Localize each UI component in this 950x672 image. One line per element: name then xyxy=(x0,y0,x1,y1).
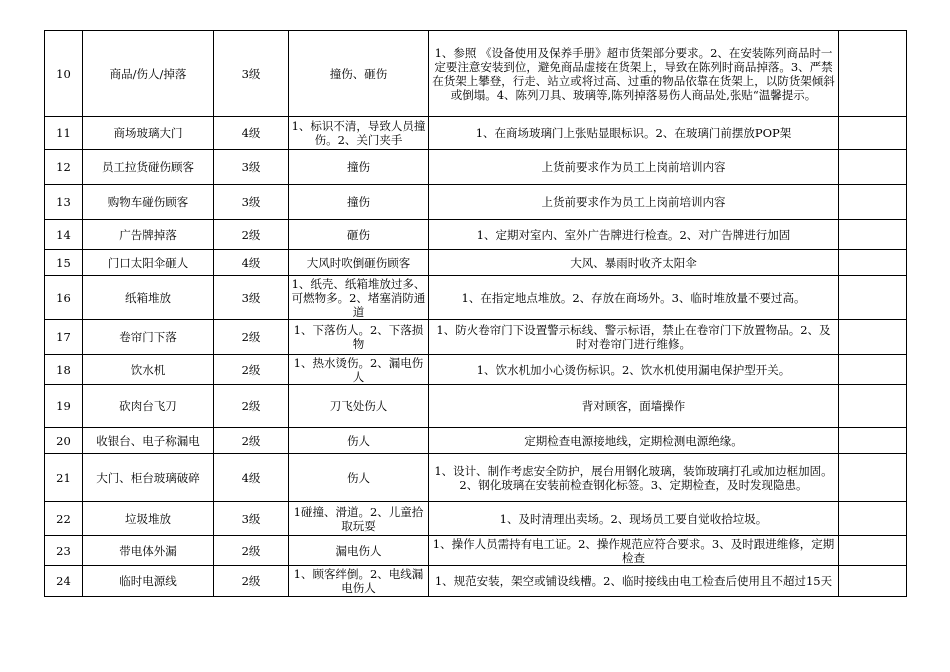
cell-note xyxy=(839,566,907,597)
cell-risk: 1碰撞、滑道。2、儿童拾取玩耍 xyxy=(289,502,429,536)
cell-level: 2级 xyxy=(214,566,289,597)
cell-risk: 大风时吹倒砸伤顾客 xyxy=(289,250,429,276)
cell-item: 商品/伤人/掉落 xyxy=(83,31,214,117)
cell-no: 23 xyxy=(45,536,83,566)
cell-measure: 定期检查电源接地线，定期检测电源绝缘。 xyxy=(429,428,839,454)
cell-level: 2级 xyxy=(214,385,289,428)
cell-item: 广告牌掉落 xyxy=(83,220,214,250)
table-row xyxy=(45,566,907,597)
cell-no: 17 xyxy=(45,320,83,355)
cell-level: 3级 xyxy=(214,150,289,185)
cell-measure: 1、操作人员需持有电工证。2、操作规范应符合要求。3、及时跟进维修，定期检查 xyxy=(429,536,839,566)
table-row xyxy=(45,536,907,566)
cell-no: 12 xyxy=(45,150,83,185)
table-row xyxy=(45,276,907,320)
cell-level: 3级 xyxy=(214,185,289,220)
cell-risk: 1、标识不清，导致人员撞伤。2、关门夹手 xyxy=(289,117,429,150)
cell-measure: 1、在商场玻璃门上张贴显眼标识。2、在玻璃门前摆放POP架 xyxy=(429,117,839,150)
cell-item: 砍肉台飞刀 xyxy=(83,385,214,428)
cell-measure: 大风、暴雨时收齐太阳伞 xyxy=(429,250,839,276)
table-row xyxy=(45,454,907,502)
cell-note xyxy=(839,117,907,150)
cell-level: 4级 xyxy=(214,117,289,150)
risk-table xyxy=(44,30,907,597)
cell-measure: 1、防火卷帘门下设置警示标线、警示标语，禁止在卷帘门下放置物品。2、及时对卷帘门进行维修。 xyxy=(429,320,839,355)
cell-level: 2级 xyxy=(214,428,289,454)
cell-level: 4级 xyxy=(214,250,289,276)
cell-no: 16 xyxy=(45,276,83,320)
cell-risk: 1、下落伤人。2、下落损物 xyxy=(289,320,429,355)
cell-note xyxy=(839,454,907,502)
cell-level: 3级 xyxy=(214,502,289,536)
cell-measure: 1、参照 《设备使用及保养手册》超市货架部分要求。2、在安装陈列商品时一定要注意安装到位，避免商品虚接在货架上，导致在陈列时商品掉落。3、严禁在货架上攀登，行走、站立或将过高、过重的物品依靠在货架上，以防货架倾斜或倒塌。4、陈列刀具、玻璃等,陈列掉落易伤人商品处,张贴“温馨提示。 xyxy=(429,31,839,117)
cell-note xyxy=(839,220,907,250)
cell-risk: 砸伤 xyxy=(289,220,429,250)
table-row xyxy=(45,385,907,428)
cell-no: 19 xyxy=(45,385,83,428)
table-row xyxy=(45,502,907,536)
table-row xyxy=(45,185,907,220)
cell-level: 3级 xyxy=(214,31,289,117)
cell-note xyxy=(839,150,907,185)
cell-measure: 1、规范安装，架空或铺设线槽。2、临时接线由电工检查后使用且不超过15天 xyxy=(429,566,839,597)
cell-note xyxy=(839,320,907,355)
cell-item: 垃圾堆放 xyxy=(83,502,214,536)
cell-risk: 伤人 xyxy=(289,454,429,502)
cell-no: 24 xyxy=(45,566,83,597)
cell-risk: 刀飞处伤人 xyxy=(289,385,429,428)
cell-item: 纸箱堆放 xyxy=(83,276,214,320)
table-row xyxy=(45,355,907,385)
cell-level: 2级 xyxy=(214,355,289,385)
cell-risk: 撞伤 xyxy=(289,185,429,220)
table-row xyxy=(45,220,907,250)
cell-risk: 伤人 xyxy=(289,428,429,454)
cell-risk: 1、纸壳、纸箱堆放过多、可燃物多。2、堵塞消防通道 xyxy=(289,276,429,320)
cell-no: 14 xyxy=(45,220,83,250)
cell-level: 2级 xyxy=(214,320,289,355)
cell-measure: 背对顾客，面墙操作 xyxy=(429,385,839,428)
cell-item: 门口太阳伞砸人 xyxy=(83,250,214,276)
cell-note xyxy=(839,536,907,566)
table-row xyxy=(45,31,907,117)
cell-measure: 1、设计、制作考虑安全防护，展台用钢化玻璃，装饰玻璃打孔或加边框加固。2、钢化玻璃在安装前检查钢化标签。3、定期检查，及时发现隐患。 xyxy=(429,454,839,502)
cell-no: 20 xyxy=(45,428,83,454)
cell-measure: 上货前要求作为员工上岗前培训内容 xyxy=(429,185,839,220)
cell-item: 商场玻璃大门 xyxy=(83,117,214,150)
cell-level: 2级 xyxy=(214,536,289,566)
cell-no: 15 xyxy=(45,250,83,276)
cell-no: 18 xyxy=(45,355,83,385)
table-row xyxy=(45,428,907,454)
table-row xyxy=(45,117,907,150)
cell-note xyxy=(839,428,907,454)
cell-item: 卷帘门下落 xyxy=(83,320,214,355)
cell-note xyxy=(839,185,907,220)
cell-note xyxy=(839,31,907,117)
cell-level: 4级 xyxy=(214,454,289,502)
cell-level: 3级 xyxy=(214,276,289,320)
cell-no: 13 xyxy=(45,185,83,220)
cell-item: 临时电源线 xyxy=(83,566,214,597)
cell-note xyxy=(839,502,907,536)
cell-measure: 上货前要求作为员工上岗前培训内容 xyxy=(429,150,839,185)
table-row xyxy=(45,250,907,276)
cell-no: 21 xyxy=(45,454,83,502)
cell-risk: 撞伤 xyxy=(289,150,429,185)
cell-measure: 1、在指定地点堆放。2、存放在商场外。3、临时堆放量不要过高。 xyxy=(429,276,839,320)
cell-item: 购物车碰伤顾客 xyxy=(83,185,214,220)
cell-risk: 1、热水烫伤。2、漏电伤人 xyxy=(289,355,429,385)
cell-item: 收银台、电子称漏电 xyxy=(83,428,214,454)
cell-no: 22 xyxy=(45,502,83,536)
cell-item: 大门、柜台玻璃破碎 xyxy=(83,454,214,502)
cell-item: 饮水机 xyxy=(83,355,214,385)
cell-note xyxy=(839,276,907,320)
cell-level: 2级 xyxy=(214,220,289,250)
cell-measure: 1、定期对室内、室外广告牌进行检查。2、对广告牌进行加固 xyxy=(429,220,839,250)
table-row xyxy=(45,320,907,355)
cell-note xyxy=(839,355,907,385)
cell-risk: 漏电伤人 xyxy=(289,536,429,566)
cell-no: 10 xyxy=(45,31,83,117)
cell-measure: 1、饮水机加小心烫伤标识。2、饮水机使用漏电保护型开关。 xyxy=(429,355,839,385)
cell-risk: 1、顾客绊倒。2、电线漏电伤人 xyxy=(289,566,429,597)
cell-note xyxy=(839,385,907,428)
cell-item: 员工拉货碰伤顾客 xyxy=(83,150,214,185)
cell-note xyxy=(839,250,907,276)
cell-no: 11 xyxy=(45,117,83,150)
cell-item: 带电体外漏 xyxy=(83,536,214,566)
cell-measure: 1、及时清理出卖场。2、现场员工要自觉收拾垃圾。 xyxy=(429,502,839,536)
table-row xyxy=(45,150,907,185)
cell-risk: 撞伤、砸伤 xyxy=(289,31,429,117)
